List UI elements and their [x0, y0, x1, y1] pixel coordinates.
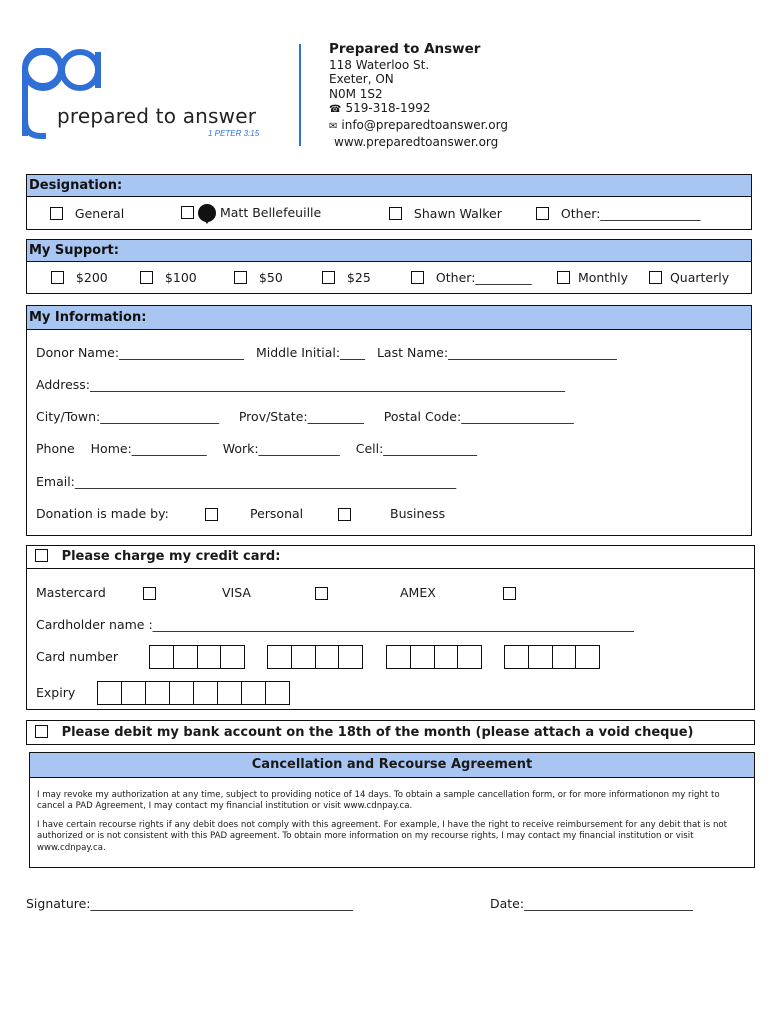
designation-header: Designation:: [26, 174, 752, 197]
middle-initial-field[interactable]: Middle Initial:____: [255, 345, 366, 360]
cardholder-field[interactable]: Cardholder name :_____________________________________________________________________________: [36, 617, 634, 632]
matt-label: Matt Bellefeuille: [219, 205, 322, 220]
designation-other-checkbox[interactable]: [536, 207, 549, 220]
visa-checkbox[interactable]: [315, 587, 328, 600]
city-row: [36, 409, 574, 424]
support-50-label: $50: [258, 270, 283, 285]
expiry-label: Expiry: [36, 685, 76, 700]
cancellation-box: [29, 777, 755, 868]
support-monthly[interactable]: [557, 270, 628, 285]
card-number-group-2[interactable]: [267, 645, 363, 669]
verse-reference: 1 PETER 3:15: [208, 129, 260, 138]
monthly-label: Monthly: [577, 270, 629, 285]
mastercard-checkbox[interactable]: [143, 587, 156, 600]
shawn-label: Shawn Walker: [413, 206, 502, 221]
phone-row: [36, 441, 477, 456]
contact-block: [329, 42, 508, 149]
amex-checkbox[interactable]: [503, 587, 516, 600]
address-field[interactable]: Address:____________________________________________________________________________: [36, 377, 565, 392]
org-name: Prepared to Answer: [329, 41, 481, 57]
expiry-grid[interactable]: [97, 681, 290, 705]
business-label: Business: [390, 506, 446, 521]
prov-field[interactable]: Prov/State:_________: [238, 409, 364, 424]
postal-field[interactable]: Postal Code:__________________: [383, 409, 574, 424]
donor-name-field[interactable]: Donor Name:____________________: [36, 345, 245, 360]
support-other-label: Other:_________: [435, 270, 532, 285]
quarterly-label: Quarterly: [669, 270, 730, 285]
support-quarterly[interactable]: [649, 270, 729, 285]
cell-phone-field[interactable]: Cell:_______________: [355, 441, 478, 456]
amex-label: AMEX: [400, 585, 436, 600]
monthly-checkbox[interactable]: [557, 271, 570, 284]
date-field[interactable]: Date:___________________________: [490, 896, 693, 911]
address-line-1: 118 Waterloo St.: [329, 57, 430, 72]
general-checkbox[interactable]: [50, 207, 63, 220]
shawn-checkbox[interactable]: [389, 207, 402, 220]
support-other-checkbox[interactable]: [411, 271, 424, 284]
designation-general[interactable]: [50, 206, 124, 221]
work-phone-field[interactable]: Work:_____________: [222, 441, 340, 456]
support-200-label: $200: [75, 270, 108, 285]
card-number-group-1[interactable]: [149, 645, 245, 669]
cancellation-header: Cancellation and Recourse Agreement: [29, 752, 755, 778]
address-line-3: N0M 1S2: [329, 86, 383, 101]
home-phone-field[interactable]: Home:____________: [90, 441, 207, 456]
bank-debit-checkbox[interactable]: [35, 725, 48, 738]
email-field[interactable]: Email:_____________________________________________________________: [36, 474, 457, 489]
support-100-label: $100: [164, 270, 197, 285]
card-number-group-3[interactable]: [386, 645, 482, 669]
phone-number: 519-318-1992: [345, 101, 431, 116]
mastercard-label: Mastercard: [36, 585, 106, 600]
donation-by-label: Donation is made by:: [36, 506, 169, 521]
designation-other[interactable]: [536, 206, 700, 221]
bank-debit-header[interactable]: [26, 720, 755, 745]
email-icon: ✉: [329, 120, 338, 132]
designation-matt[interactable]: [181, 204, 321, 222]
credit-card-checkbox[interactable]: [35, 549, 48, 562]
location-pin-icon: [198, 204, 216, 222]
quarterly-checkbox[interactable]: [649, 271, 662, 284]
info-header: My Information:: [26, 305, 752, 330]
general-label: General: [74, 206, 125, 221]
support-25-label: $25: [346, 270, 371, 285]
city-field[interactable]: City/Town:___________________: [36, 409, 219, 424]
website-line: www.preparedtoanswer.org: [334, 134, 499, 149]
phone-icon: ☎: [329, 104, 342, 116]
cancellation-paragraph-2: I have certain recourse rights if any debit does not comply with this agreement. For example, I have the right to receive reimbursement for any debit that is not authorized or is not consistent with this PAD agreement. To obtain more information on my recourse rights, I may contact my financial institution or visit www.cdnpay.ca.: [37, 819, 728, 853]
support-25-checkbox[interactable]: [322, 271, 335, 284]
phone-line: [329, 101, 508, 118]
logo-text: prepared to answer: [57, 104, 257, 128]
support-50[interactable]: [234, 270, 283, 285]
personal-checkbox[interactable]: [205, 508, 218, 521]
last-name-field[interactable]: Last Name:___________________________: [376, 345, 617, 360]
header-divider: [299, 44, 301, 146]
donor-name-row: [36, 345, 617, 360]
visa-label: VISA: [222, 585, 251, 600]
support-box: [26, 261, 752, 294]
address-line-2: Exeter, ON: [329, 72, 394, 87]
support-100[interactable]: [140, 270, 197, 285]
business-checkbox[interactable]: [338, 508, 351, 521]
support-200-checkbox[interactable]: [51, 271, 64, 284]
signature-field[interactable]: Signature:__________________________________________: [26, 896, 354, 911]
designation-shawn[interactable]: [389, 206, 502, 221]
support-other[interactable]: [411, 270, 532, 285]
personal-label: Personal: [250, 506, 304, 521]
credit-card-header[interactable]: [26, 545, 755, 569]
support-200[interactable]: [51, 270, 108, 285]
credit-card-title: Please charge my credit card:: [61, 549, 281, 564]
support-header: My Support:: [26, 239, 752, 262]
card-number-group-4[interactable]: [504, 645, 600, 669]
support-50-checkbox[interactable]: [234, 271, 247, 284]
cancellation-paragraph-1: I may revoke my authorization at any time, subject to providing notice of 14 days. To obtain a sample cancellation form, or for more informationon my right to cancel a PAD Agreement, I may contact my financial institution or visit www.cdnpay.ca.: [37, 790, 720, 812]
email-address: info@preparedtoanswer.org: [341, 117, 508, 132]
matt-checkbox[interactable]: [181, 206, 194, 219]
email-line: [329, 118, 508, 135]
phone-label: Phone: [36, 441, 75, 456]
info-box: [26, 329, 752, 536]
bank-debit-title: Please debit my bank account on the 18th of the month (please attach a void cheque): [61, 725, 694, 740]
support-25[interactable]: [322, 270, 371, 285]
designation-other-label: Other:________________: [560, 206, 701, 221]
card-number-label: Card number: [36, 649, 119, 664]
support-100-checkbox[interactable]: [140, 271, 153, 284]
